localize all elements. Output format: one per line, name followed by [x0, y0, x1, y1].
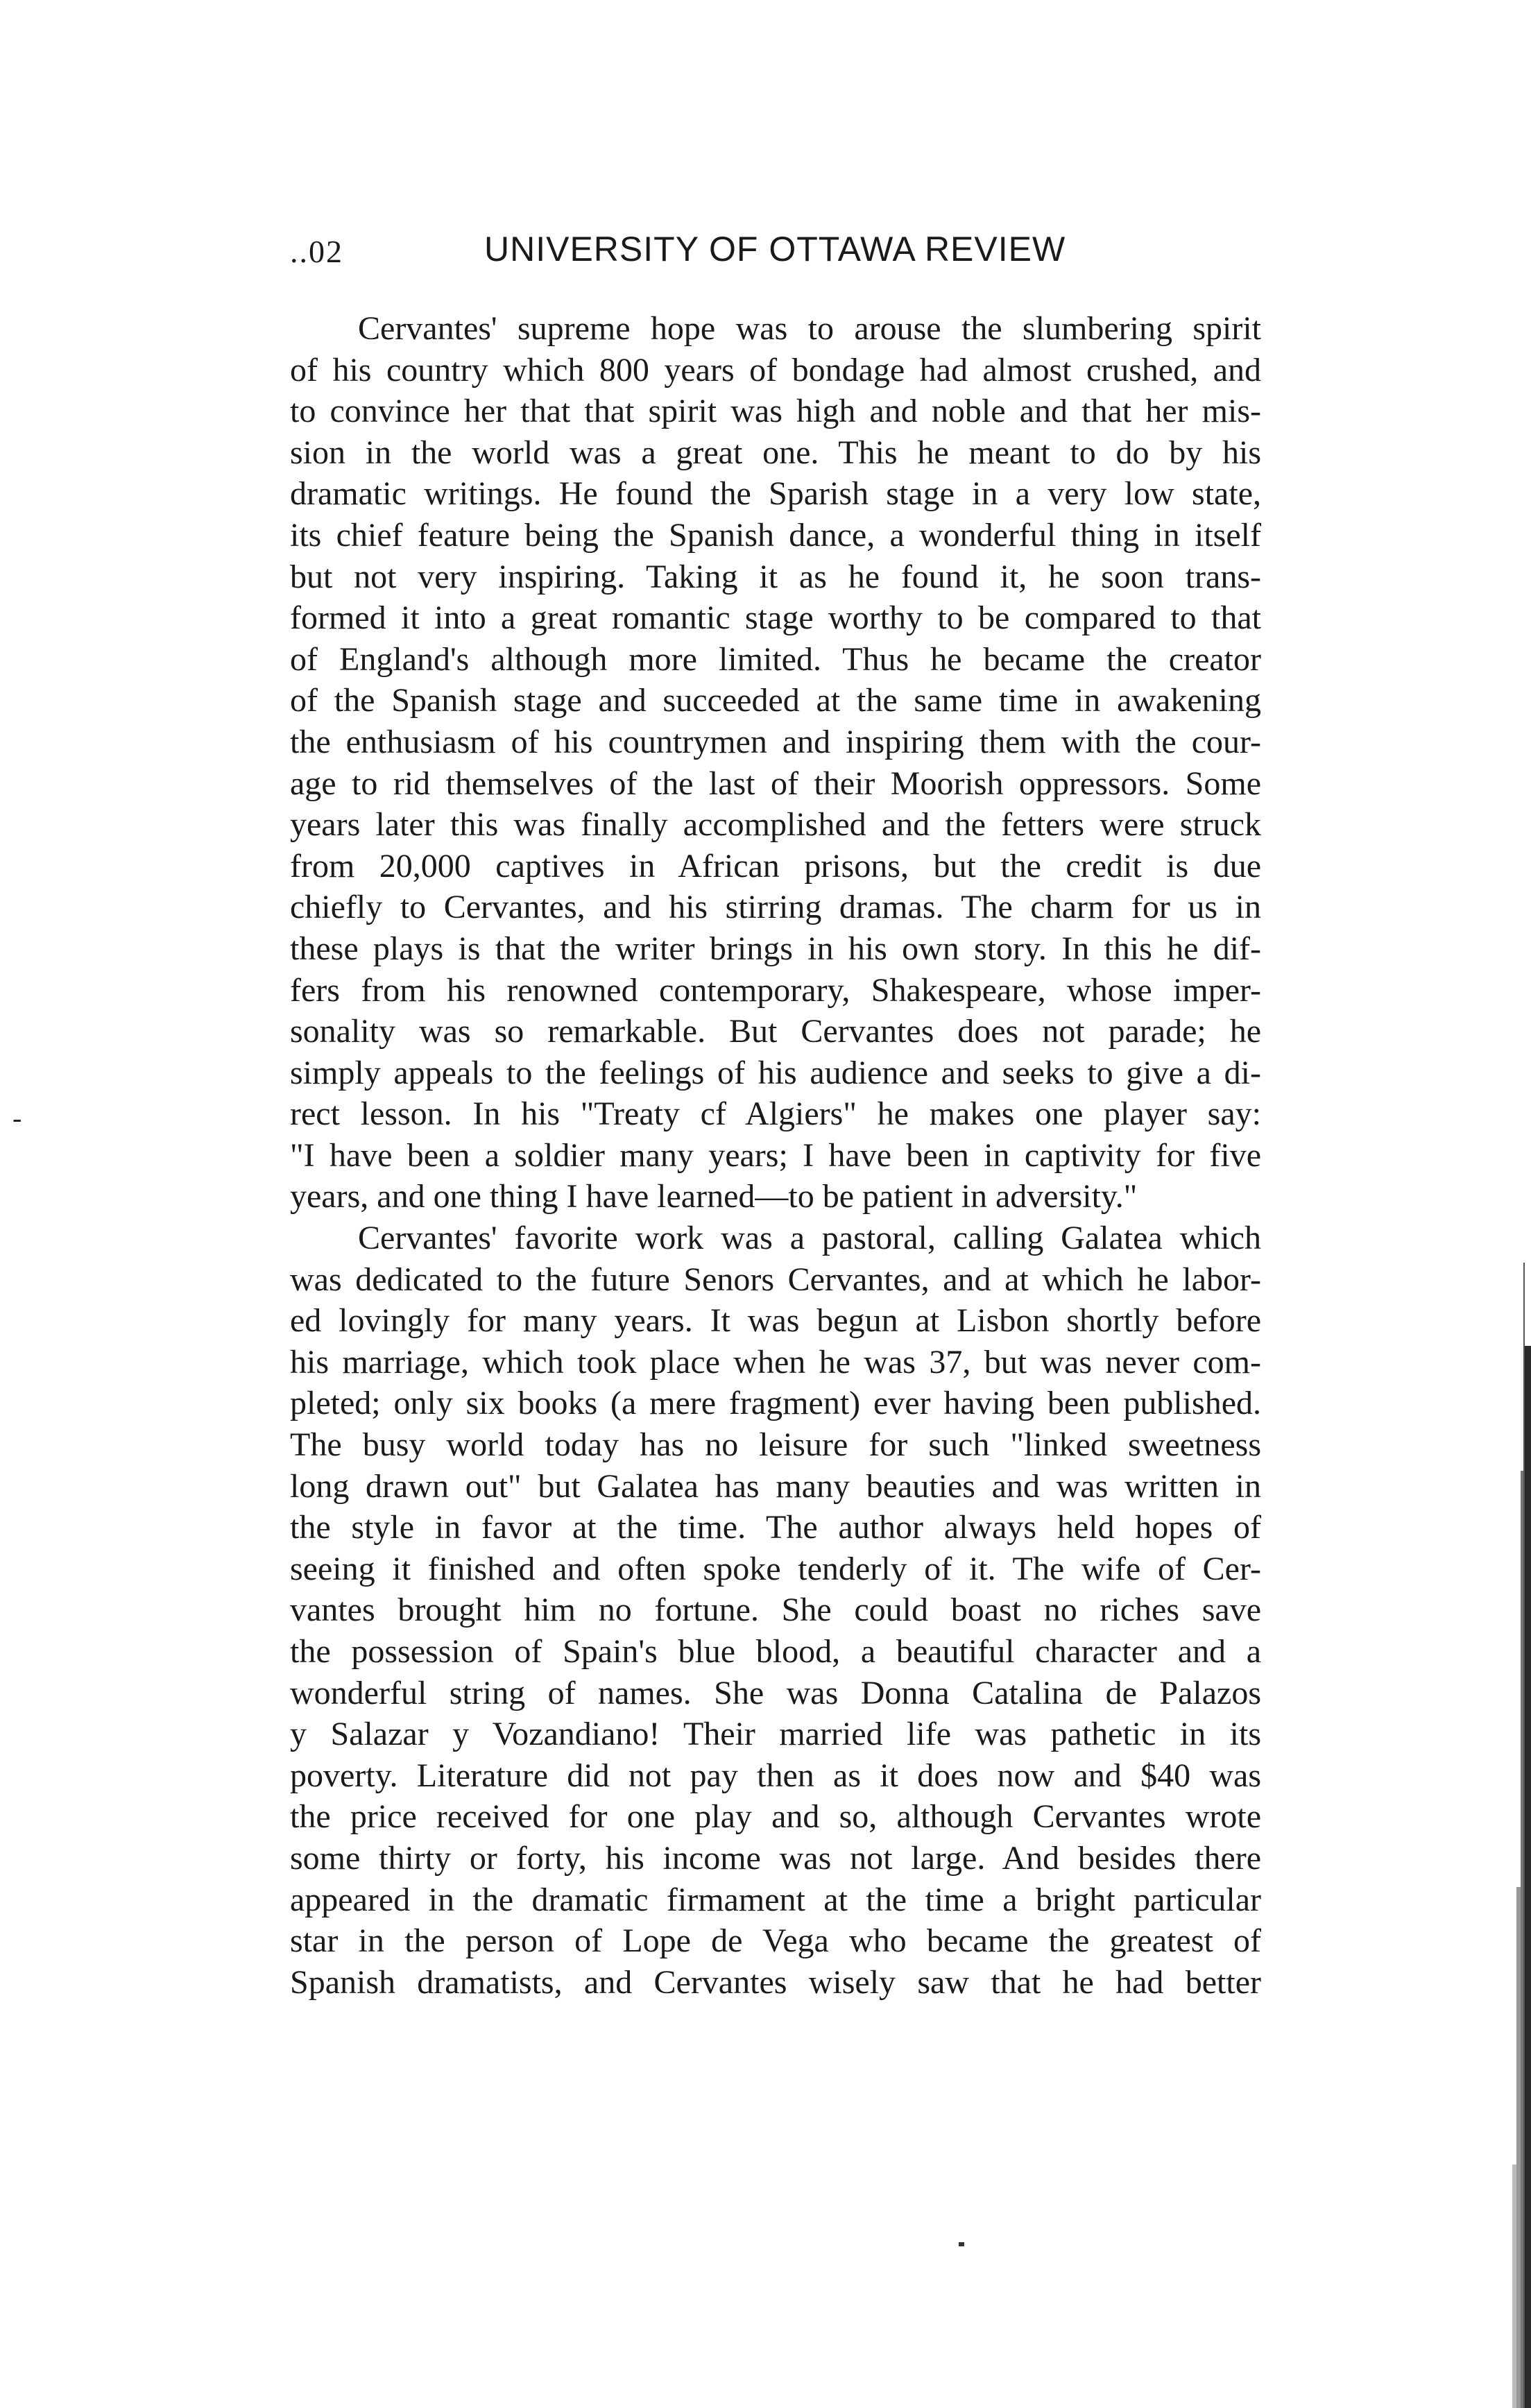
- text-line: the price received for one play and so, although Cervantes wrote: [290, 1798, 1261, 1836]
- binding-edge-scan-artifact: [1500, 1263, 1531, 2408]
- text-line: of England's although more limited. Thus he became the creator: [290, 640, 1261, 678]
- article-body: [290, 308, 1261, 2003]
- text-line: Spanish dramatists, and Cervantes wisely saw that he had better: [290, 1963, 1261, 2001]
- text-line: formed it into a great romantic stage worthy to be compared to that: [290, 599, 1261, 637]
- text-line: The busy world today has no leisure for such "linked sweetness: [290, 1426, 1261, 1464]
- bottom-speck: [959, 2242, 964, 2246]
- text-line: the possession of Spain's blue blood, a beautiful character and a: [290, 1633, 1261, 1670]
- text-line: some thirty or forty, his income was not large. And besides there: [290, 1839, 1261, 1877]
- text-line: Cervantes' supreme hope was to arouse the slumbering spirit: [358, 310, 1261, 347]
- text-line: simply appeals to the feelings of his audience and seeks to give a di-: [290, 1054, 1261, 1091]
- text-line: the enthusiasm of his countrymen and inspiring them with the cour-: [290, 723, 1261, 760]
- text-line: poverty. Literature did not pay then as it does now and $40 was: [290, 1757, 1261, 1794]
- text-line: its chief feature being the Spanish dance, a wonderful thing in itself: [290, 516, 1261, 554]
- text-line: appeared in the dramatic firmament at the time a bright particular: [290, 1881, 1261, 1918]
- text-line: ed lovingly for many years. It was begun at Lisbon shortly before: [290, 1302, 1261, 1340]
- text-line: years later this was finally accomplished and the fetters were struck: [290, 806, 1261, 844]
- text-line: years, and one thing I have learned—to be patient in adversity.": [290, 1178, 1138, 1215]
- running-title: UNIVERSITY OF OTTAWA REVIEW: [484, 230, 1066, 268]
- text-line: star in the person of Lope de Vega who became the greatest of: [290, 1922, 1261, 1960]
- text-line: from 20,000 captives in African prisons, but the credit is due: [290, 847, 1261, 885]
- text-line: the style in favor at the time. The author always held hopes of: [290, 1509, 1261, 1546]
- text-line: age to rid themselves of the last of their Moorish oppressors. Some: [290, 765, 1261, 802]
- text-line: "I have been a soldier many years; I have been in captivity for five: [290, 1136, 1261, 1174]
- text-line: wonderful string of names. She was Donna Catalina de Palazos: [290, 1674, 1261, 1711]
- text-line: of his country which 800 years of bondage had almost crushed, and: [290, 351, 1261, 388]
- text-line: vantes brought him no fortune. She could boast no riches save: [290, 1591, 1261, 1629]
- text-line: y Salazar y Vozandiano! Their married life was pathetic in its: [290, 1716, 1261, 1753]
- page-number: ..02: [290, 234, 343, 269]
- text-line: his marriage, which took place when he was 37, but was never com-: [290, 1343, 1261, 1381]
- text-line: chiefly to Cervantes, and his stirring dramas. The charm for us in: [290, 889, 1261, 926]
- text-line: was dedicated to the future Senors Cervantes, and at which he labor-: [290, 1261, 1261, 1298]
- text-line: but not very inspiring. Taking it as he found it, he soon trans-: [290, 558, 1261, 595]
- text-line: rect lesson. In his "Treaty cf Algiers" he makes one player say:: [290, 1095, 1261, 1133]
- text-line: seeing it finished and often spoke tenderly of it. The wife of Cer-: [290, 1550, 1261, 1587]
- text-line: sonality was so remarkable. But Cervantes does not parade; he: [290, 1013, 1261, 1050]
- text-line: dramatic writings. He found the Sparish stage in a very low state,: [290, 475, 1261, 513]
- text-line: long drawn out" but Galatea has many beauties and was written in: [290, 1467, 1261, 1505]
- page-header: [290, 229, 1261, 277]
- text-line: to convince her that that spirit was high and noble and that her mis-: [290, 393, 1261, 430]
- text-line: Cervantes' favorite work was a pastoral, calling Galatea which: [358, 1220, 1261, 1257]
- text-line: sion in the world was a great one. This he meant to do by his: [290, 434, 1261, 471]
- text-line: fers from his renowned contemporary, Shakespeare, whose imper-: [290, 971, 1261, 1009]
- text-line: these plays is that the writer brings in his own story. In this he dif-: [290, 930, 1261, 967]
- margin-dash: -: [12, 1102, 22, 1134]
- text-line: of the Spanish stage and succeeded at the same time in awakening: [290, 682, 1261, 719]
- text-line: pleted; only six books (a mere fragment) ever having been published.: [290, 1385, 1261, 1422]
